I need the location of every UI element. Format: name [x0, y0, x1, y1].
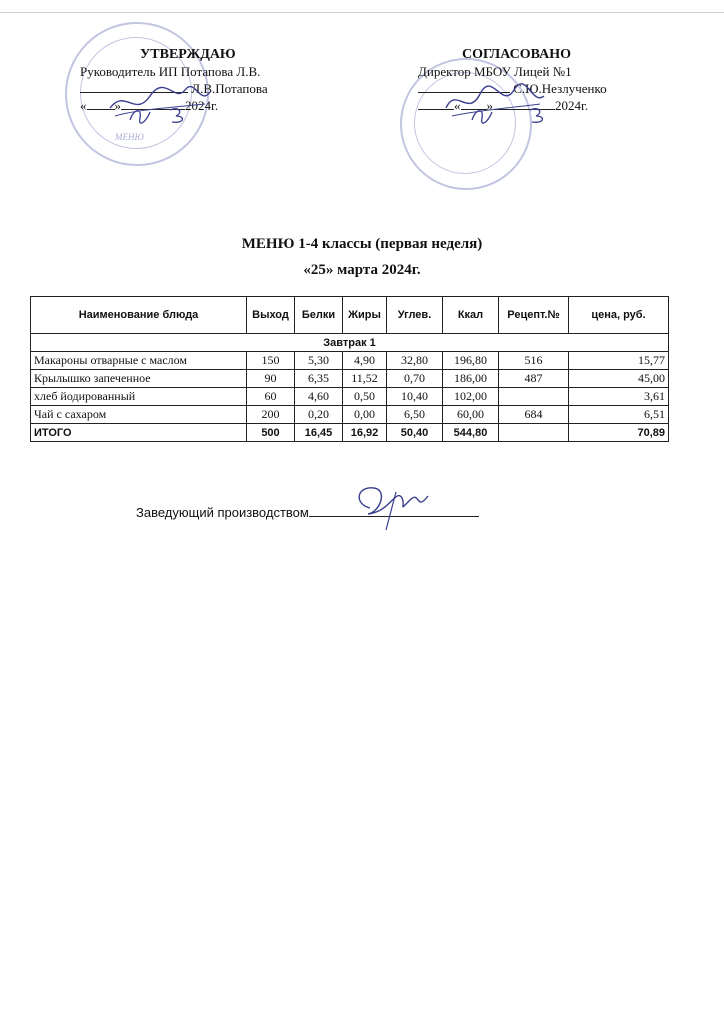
stamp-left-text: МЕНЮ [115, 132, 144, 142]
approval-left-heading: УТВЕРЖДАЮ [140, 47, 236, 62]
top-rule [0, 12, 724, 13]
cell-recipe: 487 [499, 370, 569, 388]
cell-fat: 0,00 [343, 406, 387, 424]
dish-name: Крылышко запеченное [31, 370, 247, 388]
cell-price: 3,61 [569, 388, 669, 406]
cell-protein: 5,30 [295, 352, 343, 370]
cell-protein: 6,35 [295, 370, 343, 388]
total-carbs: 50,40 [387, 424, 443, 442]
table-row [31, 406, 669, 424]
cell-output: 60 [247, 388, 295, 406]
page-title: МЕНЮ 1-4 классы (первая неделя) [241, 236, 483, 252]
cell-output: 200 [247, 406, 295, 424]
total-fat: 16,92 [343, 424, 387, 442]
table-row [31, 388, 669, 406]
approval-left-position: Руководитель ИП Потапова Л.В. [80, 64, 261, 79]
table-row [31, 370, 669, 388]
approval-right-heading: СОГЛАСОВАНО [462, 47, 571, 62]
date-day-quote: « [454, 98, 461, 113]
cell-kcal: 102,00 [443, 388, 499, 406]
total-price: 70,89 [569, 424, 669, 442]
section-row [31, 334, 669, 352]
total-row [31, 424, 669, 442]
date-year: 2024г. [555, 98, 589, 113]
date-day-quote: « [80, 98, 87, 113]
column-header: Выход [247, 297, 295, 334]
total-protein: 16,45 [295, 424, 343, 442]
column-header: Рецепт.№ [499, 297, 569, 334]
approval-left-signer: Л.В.Потапова [191, 81, 268, 96]
signature-footer [350, 478, 440, 534]
cell-protein: 0,20 [295, 406, 343, 424]
cell-fat: 0,50 [343, 388, 387, 406]
cell-protein: 4,60 [295, 388, 343, 406]
date-month-quote: » [486, 98, 493, 113]
menu-date: «25» марта 2024г. [303, 262, 421, 278]
table-row [31, 352, 669, 370]
table-header-row [31, 297, 669, 334]
date-year: 2024г. [185, 98, 219, 113]
cell-fat: 4,90 [343, 352, 387, 370]
dish-name: Чай с сахаром [31, 406, 247, 424]
cell-price: 6,51 [569, 406, 669, 424]
column-header: цена, руб. [569, 297, 669, 334]
approval-right-position: Директор МБОУ Лицей №1 [418, 64, 572, 79]
cell-price: 45,00 [569, 370, 669, 388]
dish-name: хлеб йодированный [31, 388, 247, 406]
dish-name: Макароны отварные с маслом [31, 352, 247, 370]
total-kcal: 544,80 [443, 424, 499, 442]
cell-output: 90 [247, 370, 295, 388]
section-label: Завтрак 1 [31, 334, 669, 352]
column-header: Белки [295, 297, 343, 334]
cell-kcal: 60,00 [443, 406, 499, 424]
column-header: Ккал [443, 297, 499, 334]
cell-carbs: 6,50 [387, 406, 443, 424]
total-label: ИТОГО [31, 424, 247, 442]
footer-label: Заведующий производством [136, 505, 309, 520]
date-month-quote: » [114, 98, 121, 113]
cell-recipe: 516 [499, 352, 569, 370]
cell-carbs: 32,80 [387, 352, 443, 370]
column-header: Жиры [343, 297, 387, 334]
cell-fat: 11,52 [343, 370, 387, 388]
menu-table [30, 296, 669, 442]
cell-kcal: 196,80 [443, 352, 499, 370]
cell-kcal: 186,00 [443, 370, 499, 388]
cell-recipe: 684 [499, 406, 569, 424]
date-handwriting-left [126, 104, 216, 126]
total-output: 500 [247, 424, 295, 442]
total-recipe [499, 424, 569, 442]
approval-right-signer: С.Ю.Незлученко [513, 81, 607, 96]
date-handwriting-right [468, 104, 578, 126]
cell-carbs: 0,70 [387, 370, 443, 388]
cell-price: 15,77 [569, 352, 669, 370]
column-header: Наименование блюда [31, 297, 247, 334]
cell-output: 150 [247, 352, 295, 370]
cell-carbs: 10,40 [387, 388, 443, 406]
column-header: Углев. [387, 297, 443, 334]
cell-recipe [499, 388, 569, 406]
